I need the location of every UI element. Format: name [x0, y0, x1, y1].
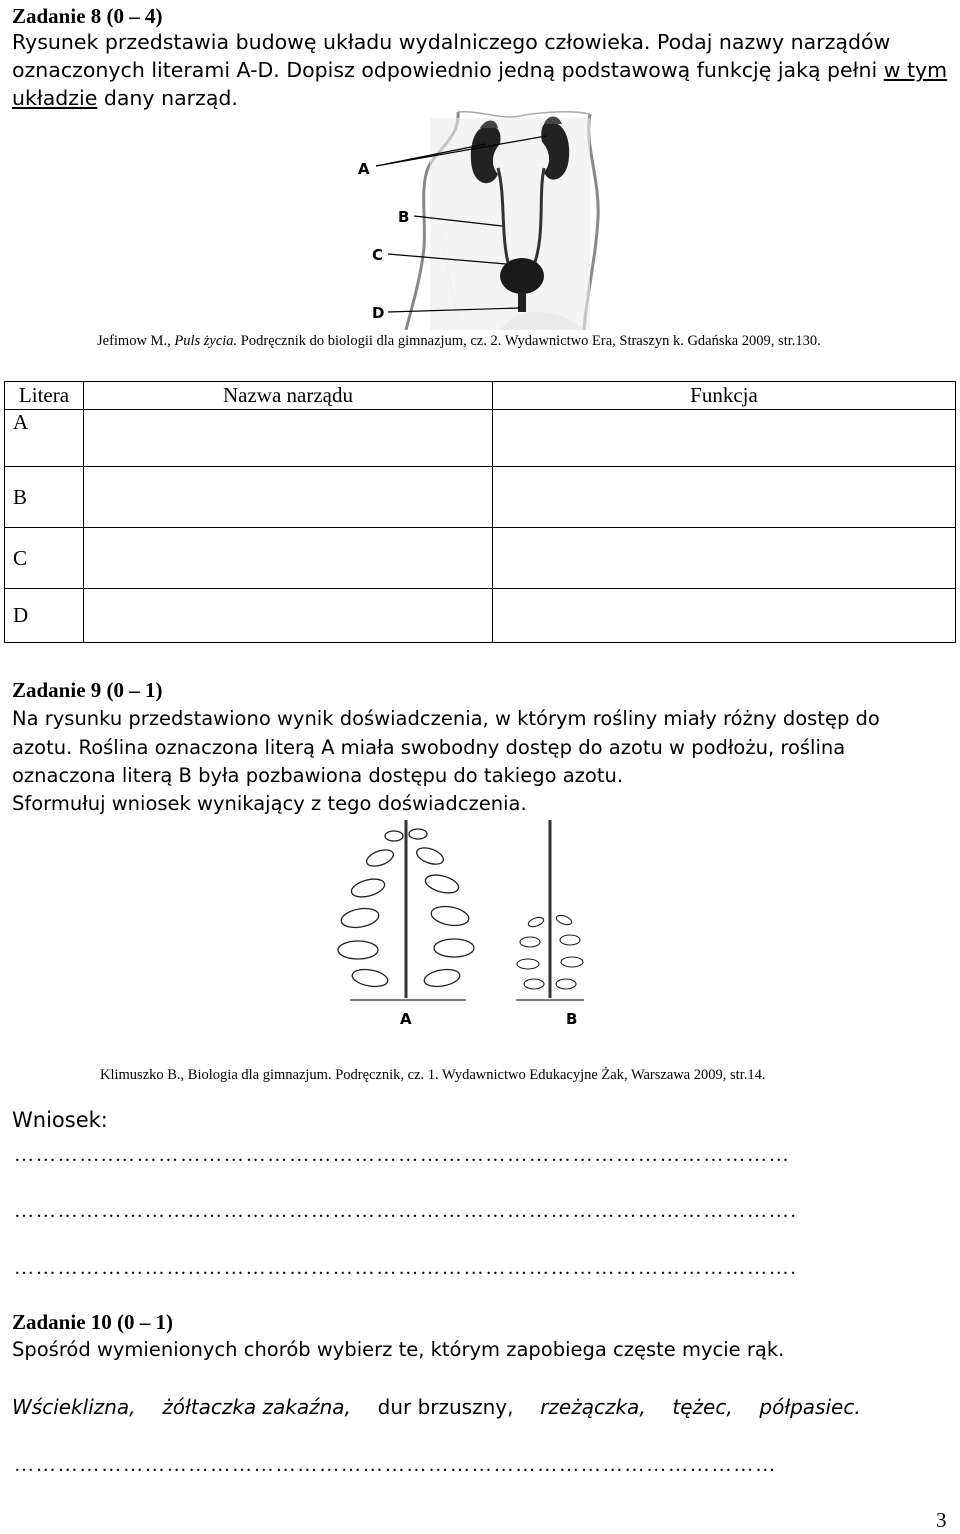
row-letter: A [5, 410, 84, 467]
task10-question: Spośród wymienionych chorób wybierz te, którym zapobiega częste mycie rąk. [12, 1338, 785, 1361]
task8-underlined-w-tym: w tym [883, 58, 948, 82]
conclusion-label: Wniosek: [12, 1108, 108, 1132]
disease-item[interactable]: półpasiec. [759, 1395, 861, 1419]
task9-line2: azotu. Roślina oznaczona literą A miała swobodny dostęp do azotu w podłożu, roślina [12, 736, 846, 759]
organ-table-row [5, 589, 956, 643]
figure-label-a: A [358, 160, 370, 178]
organ-table-header-row [5, 382, 956, 410]
page-number: 3 [936, 1508, 947, 1532]
task8-intro-line2-text: oznaczonych literami A-D. Dopisz odpowiednio jedną podstawową funkcję jaką pełni [12, 58, 884, 82]
answer-line-1[interactable]: …………..………………………………………………………………………………… [14, 1144, 791, 1166]
function-cell-c[interactable] [493, 528, 956, 589]
disease-list [12, 1395, 861, 1419]
task9-line3: oznaczona literą B była pozbawiona dostępu do takiego azotu. [12, 764, 624, 787]
disease-item[interactable]: żółtaczka zakaźna, [162, 1395, 351, 1419]
disease-item[interactable]: dur brzuszny, [377, 1395, 514, 1419]
citation-title: Puls życia. [174, 333, 238, 349]
task9-line4: Sformułuj wniosek wynikający z tego doświadczenia. [12, 792, 527, 815]
disease-item[interactable]: rzeżączka, [540, 1395, 646, 1419]
header-nazwa: Nazwa narządu [84, 382, 493, 410]
plants-experiment-figure [330, 818, 630, 1032]
function-cell-b[interactable] [493, 467, 956, 528]
organ-table-row [5, 410, 956, 467]
organ-table-row [5, 528, 956, 589]
disease-item[interactable]: Wścieklizna, [12, 1395, 136, 1419]
function-cell-a[interactable] [493, 410, 956, 467]
answer-line-2[interactable]: ……………………..………………………………………………………………………. [14, 1200, 798, 1222]
task10-answer-line[interactable]: …………………………………………………………………………………………… [14, 1454, 777, 1476]
plant-label-a: A [400, 1010, 412, 1028]
figure-label-d: D [372, 304, 385, 322]
organ-name-cell-c[interactable] [84, 528, 493, 589]
organ-name-cell-b[interactable] [84, 467, 493, 528]
task9-line1: Na rysunku przedstawiono wynik doświadczenia, w którym rośliny miały różny dostęp do [12, 707, 880, 730]
disease-item[interactable]: tężec, [672, 1395, 733, 1419]
task8-intro-line3 [12, 84, 238, 113]
excretory-system-figure [340, 108, 600, 330]
function-cell-d[interactable] [493, 589, 956, 643]
citation-details: Podręcznik do biologii dla gimnazjum, cz. 2. Wydawnictwo Era, Straszyn k. Gdańska 2009, str.130. [237, 333, 821, 349]
organ-name-cell-d[interactable] [84, 589, 493, 643]
task8-intro-line1: Rysunek przedstawia budowę układu wydalniczego człowieka. Podaj nazwy narządów [12, 30, 891, 54]
task9-title: Zadanie 9 (0 – 1) [12, 678, 163, 702]
row-letter: B [5, 467, 84, 528]
citation-author: Jefimow M., [97, 333, 175, 349]
figure-label-b: B [398, 208, 410, 226]
organ-table-row [5, 467, 956, 528]
organ-name-cell-a[interactable] [84, 410, 493, 467]
task8-intro-line3-text: dany narząd. [97, 86, 238, 110]
figure-label-c: C [372, 246, 384, 264]
task10-title: Zadanie 10 (0 – 1) [12, 1310, 174, 1334]
task8-title: Zadanie 8 (0 – 4) [12, 4, 163, 28]
plant-label-b: B [566, 1010, 578, 1028]
header-litera: Litera [5, 382, 84, 410]
task9-citation: Klimuszko B., Biologia dla gimnazjum. Podręcznik, cz. 1. Wydawnictwo Edukacyjne Żak, Warszawa 2009, str.14. [100, 1067, 766, 1083]
organ-table [4, 381, 956, 643]
row-letter: C [5, 528, 84, 589]
answer-line-3[interactable]: ……………………..………………………………………………………………………. [14, 1257, 798, 1279]
row-letter: D [5, 589, 84, 643]
task8-underlined-ukladzie: układzie [12, 86, 98, 110]
task8-citation [97, 333, 821, 350]
task8-intro-line2 [12, 56, 947, 85]
header-funkcja: Funkcja [493, 382, 956, 410]
